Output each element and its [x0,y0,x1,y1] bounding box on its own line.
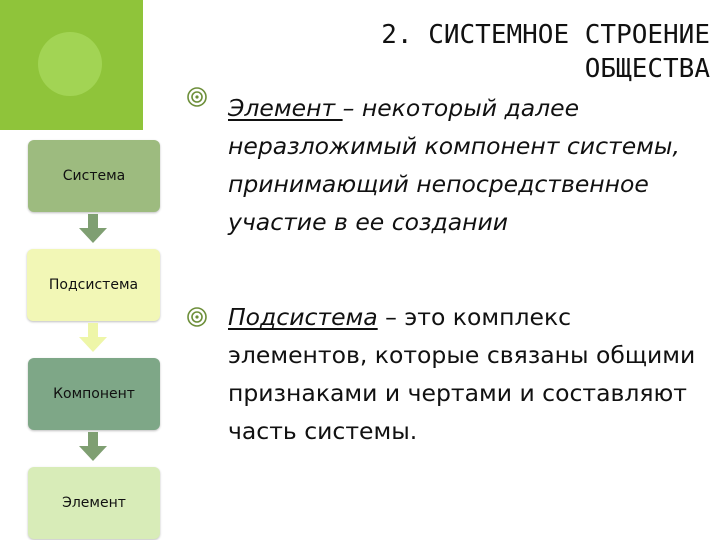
definition-element [228,89,708,241]
target-bullet-icon [186,306,208,328]
hierarchy-box-label: Подсистема [48,277,139,293]
page-title [270,18,710,86]
title-line-2: ОБЩЕСТВА [584,54,710,84]
hierarchy-box-component [28,358,160,430]
hierarchy-box-subsystem [27,249,160,321]
hierarchy-box-label: Система [62,168,126,184]
target-bullet-icon [186,86,208,108]
definition-term: Элемент [228,94,343,122]
down-arrow-icon [78,323,108,353]
hierarchy-box-element [28,467,160,539]
title-line-1: 2. СИСТЕМНОЕ СТРОЕНИЕ [381,20,710,50]
definition-term: Подсистема [228,303,378,331]
definition-text: – это комплекс элементов, которые связаны общими признаками и чертами и составляют часть системы. [228,303,696,445]
down-arrow-icon [78,214,108,244]
down-arrow-icon [78,432,108,462]
definition-text: – некоторый далее неразложимый компонент системы, принимающий непосредственное участие в ее создании [228,94,680,236]
definition-subsystem [228,298,708,450]
accent-circle [38,32,102,96]
hierarchy-box-label: Элемент [62,495,126,511]
hierarchy-box-label: Компонент [53,386,135,402]
hierarchy-box-system [28,140,160,212]
